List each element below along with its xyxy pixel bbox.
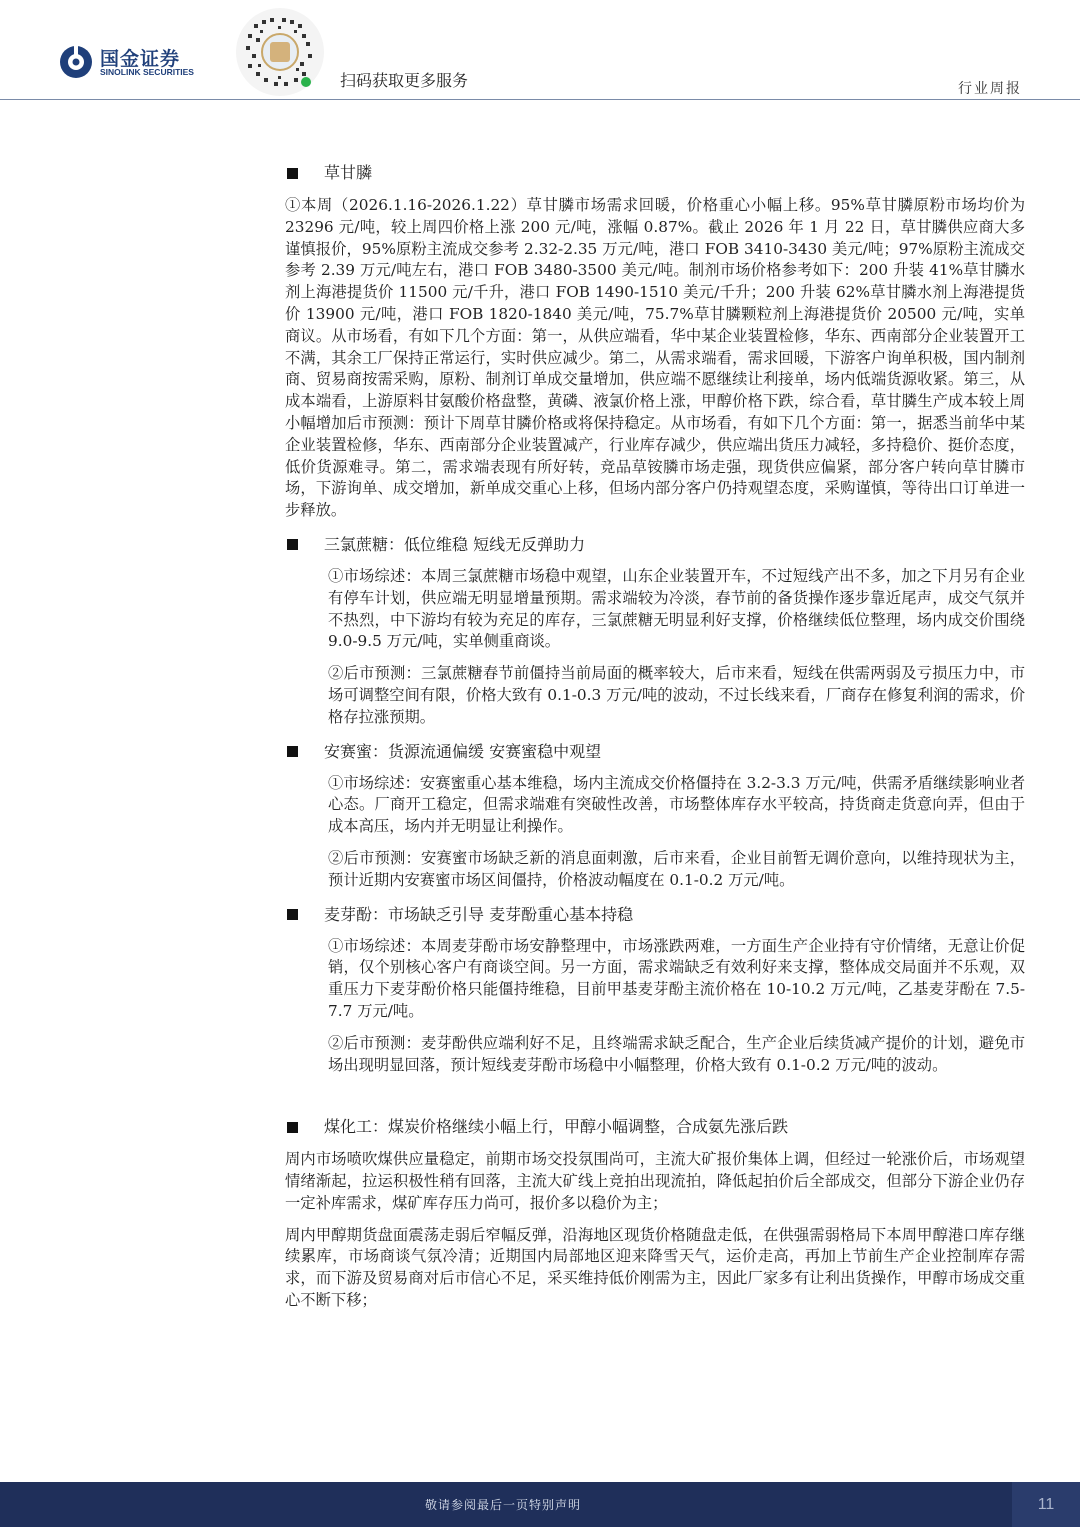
section-title: 草甘膦 — [324, 163, 373, 182]
square-bullet-icon — [287, 168, 298, 179]
section-heading-coal-chemical — [285, 1114, 1025, 1140]
logo-english-name: SINOLINK SECURITIES — [100, 67, 194, 77]
section-heading-maltol — [285, 902, 1025, 928]
report-type-label: 行业周报 — [958, 81, 1022, 97]
scan-for-service-text: 扫码获取更多服务 — [340, 71, 469, 90]
company-logo — [58, 42, 218, 82]
square-bullet-icon — [287, 1122, 298, 1133]
section-paragraph: ②后市预测：安赛蜜市场缺乏新的消息面刺激，后市来看，企业目前暂无调价意向，以维持现状为主，预计近期内安赛蜜市场区间僵持，价格波动幅度在 0.1-0.2 万元/吨。 — [328, 848, 1025, 889]
section-paragraph: ①市场综述：安赛蜜重心基本维稳，场内主流成交价格僵持在 3.2-3.3 万元/吨，供需矛盾继续影响业者心态。厂商开工稳定，但需求端难有突破性改善，市场整体库存水平较高，持货商走货意向弄，但由于成本高压，场内并无明显让利操作。 — [328, 773, 1025, 836]
section-paragraph: ①市场综述：本周麦芽酚市场安静整理中，市场涨跌两难，一方面生产企业持有守价情绪，无意让价促销，仅个别核心客户有商谈空间。另一方面，需求端缺乏有效利好来支撑，整体成交局面并不乐观，双重压力下麦芽酚价格只能僵持维稳，目前甲基麦芽酚主流价格在 10-10.2 万元/吨，乙基麦芽酚在 7.5-7.7 万元/吨。 — [328, 936, 1025, 1020]
section-heading-sucralose — [285, 532, 1025, 558]
sinolink-logo-icon — [58, 44, 94, 80]
section-title: 三氯蔗糖：低位维稳 短线无反弹助力 — [324, 534, 586, 554]
section-paragraph: ①市场综述：本周三氯蔗糖市场稳中观望，山东企业装置开车，不过短线产出不多，加之下月另有企业有停车计划，供应端无明显增量预期。需求端较为冷淡，春节前的备货操作逐步靠近尾声，成交气氛并不热烈，中下游均有较为充足的库存，三氯蔗糖无明显利好支撑，价格继续低位整理，场内成交价围绕 9.0-9.5 万元/吨，实单侧重商谈。 — [328, 566, 1025, 651]
section-paragraph: 周内市场喷吹煤供应量稳定，前期市场交投氛围尚可，主流大矿报价集体上调，但经过一轮涨价后，市场观望情绪渐起，拉运积极性稍有回落，主流大矿线上竞拍出现流拍，降低起拍价后全部成交，但部分下游企业仍存一定补库需求，煤矿库存压力尚可，报价多以稳价为主； — [285, 1150, 1025, 1212]
page-footer — [0, 1482, 1080, 1527]
section-paragraph: 周内甲醇期货盘面震荡走弱后窄幅反弹，沿海地区现货价格随盘走低，在供强需弱格局下本周甲醇港口库存继续累库，市场商谈气氛冷清；近期国内局部地区迎来降雪天气，运价走高，再加上节前生产企业控制库存需求，而下游及贸易商对后市信心不足，采买维持低价刚需为主，因此厂家多有让利出货操作，甲醇市场成交重心不断下移； — [285, 1225, 1025, 1310]
square-bullet-icon — [287, 909, 298, 920]
report-body — [285, 160, 1025, 1312]
section-paragraph: ②后市预测：麦芽酚供应端利好不足，且终端需求缺乏配合，生产企业后续货减产提价的计划，避免市场出现明显回落，预计短线麦芽酚市场稳中小幅整理，价格大致有 0.1-0.2 万元/吨的波动。 — [328, 1033, 1025, 1074]
section-paragraph: ①本周（2026.1.16-2026.1.22）草甘膦市场需求回暖，价格重心小幅上移。95%草甘膦原粉市场均价为 23296 元/吨，较上周四价格上涨 200 元/吨，涨幅 0.87%。截止 2026 年 1 月 22 日，草甘膦供应商大多谨慎报价，95%原粉主流成交参考 2.32-2.35 万元/吨，港口 FOB 3410-3430 美元/吨；97%原粉主流成交参考 2.39 万元/吨左右，港口 FOB 3480-3500 美元/吨。制剂市场价格参考如下：200 升装 41%草甘膦水剂上海港提货价 11500 元/千升，港口 FOB 1490-1510 美元/千升；200 升装 62%草甘膦水剂上海港提货价 13900 元/吨，港口 FOB 1820-1840 美元/吨，75.7%草甘膦颗粒剂上海港提货价 20500 元/吨，实单商议。从市场看，有如下几个方面：第一，从供应端看，华中某企业装置检修，华东、西南部分企业装置开工不满，其余工厂保持正常运行，实时供应减少。第二，从需求端看，需求回暖，下游客户询单积极，国内制剂商、贸易商按需采购，原粉、制剂订单成交量增加，供应端不愿继续让利接单，场内低端货源收紧。第三，从成本端看，上游原料甘氨酸价格盘整，黄磷、液氯价格上涨，甲醇价格下跌，综合看，草甘膦生产成本较上周小幅增加后市预测：预计下周草甘膦价格或将保持稳定。从市场看，有如下几个方面：第一，据悉当前华中某企业装置检修，华东、西南部分企业装置减产，行业库存减少，供应端出货压力减轻，多持稳价、挺价态度，低价货源难寻。第二，需求端表现有所好转，竞品草铵膦市场走强，现货供应偏紧，部分客户转向草甘膦市场，下游询单、成交增加，新单成交重心上移，但场内部分客户仍持观望态度，采购谨慎，等待出口订单进一步释放。 — [285, 196, 1025, 520]
square-bullet-icon — [287, 539, 298, 550]
page-header — [0, 0, 1080, 100]
qr-code-icon[interactable] — [234, 6, 326, 98]
header-divider — [0, 99, 1080, 100]
section-title: 煤化工：煤炭价格继续小幅上行，甲醇小幅调整，合成氨先涨后跌 — [324, 1117, 789, 1137]
square-bullet-icon — [287, 746, 298, 757]
section-title: 安赛蜜：货源流通偏缓 安赛蜜稳中观望 — [324, 741, 602, 761]
section-title: 麦芽酚：市场缺乏引导 麦芽酚重心基本持稳 — [324, 904, 634, 924]
section-heading-glyphosate — [285, 160, 1025, 186]
section-paragraph: ②后市预测：三氯蔗糖春节前僵持当前局面的概率较大，后市来看，短线在供需两弱及亏损压力中，市场可调整空间有限，价格大致有 0.1-0.3 万元/吨的波动，不过长线来看，厂商存在修复利润的需求，价格存拉涨预期。 — [328, 664, 1025, 726]
section-heading-acesulfame — [285, 739, 1025, 765]
logo-chinese-name: 国金证券 — [100, 48, 181, 70]
disclaimer-note: 敬请参阅最后一页特别声明 — [425, 1498, 582, 1512]
page-number: 11 — [1012, 1482, 1080, 1527]
